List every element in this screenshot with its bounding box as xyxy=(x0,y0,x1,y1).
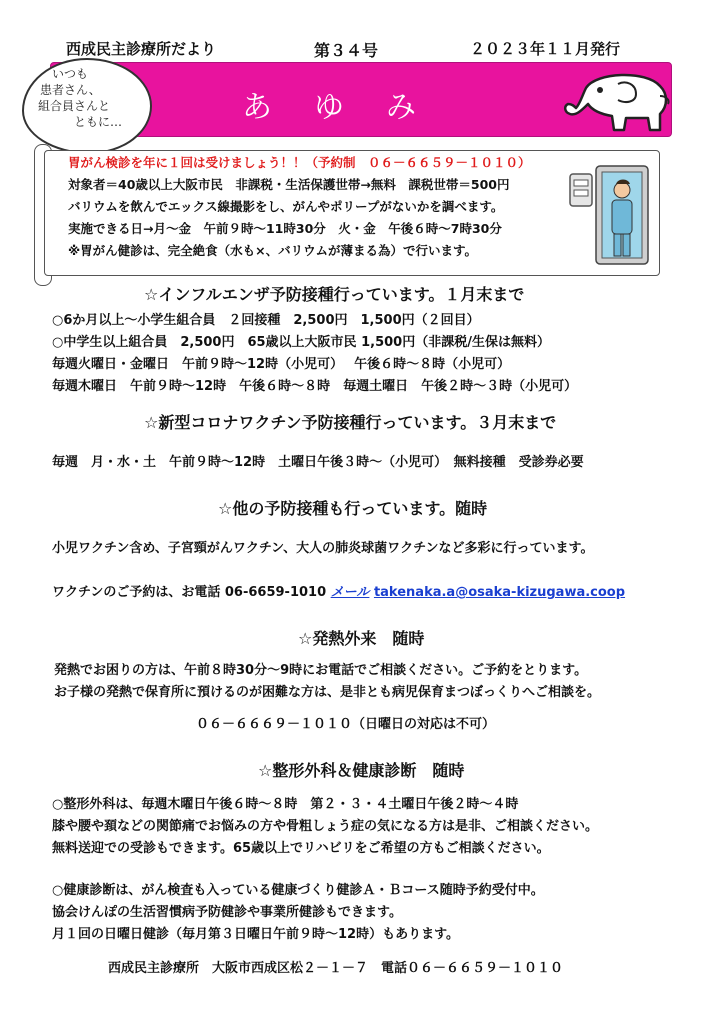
fever-clinic-title: ☆発熱外来 随時 xyxy=(298,629,425,648)
reservation-phone-text: ワクチンのご予約は、お電話 06-6659-1010 xyxy=(52,585,331,600)
xray-patient-illustration xyxy=(568,160,656,268)
publish-date: ２０２３年１１月発行 xyxy=(470,40,621,58)
other-vaccines-text: 小児ワクチン含め、子宮頸がんワクチン、大人の肺炎球菌ワクチンなど多彩に行っています。 xyxy=(52,541,594,556)
stomach-checkup-line: 対象者＝40歳以上大阪市民 非課税・生活保護世帯→無料 課税世帯＝500円 xyxy=(68,177,510,192)
fever-line: 発熱でお困りの方は、午前８時30分～9時にお電話でご相談ください。ご予約をとります。 xyxy=(54,663,588,678)
ortho-text xyxy=(52,794,598,860)
covid-section-title: ☆新型コロナワクチン予防接種行っています。３月末まで xyxy=(144,413,557,432)
ortho-line: ○整形外科は、毎週木曜日午後６時～８時 第２・３・４土曜日午後２時～４時 xyxy=(52,797,519,812)
stomach-checkup-headline: 胃がん検診を年に１回は受けましょう！！（予約制 ０６－６６５９－１０１０） xyxy=(68,155,531,170)
mail-label-link[interactable]: メール xyxy=(330,585,370,600)
banner-title xyxy=(242,82,416,126)
ortho-section-title: ☆整形外科＆健康診断 随時 xyxy=(258,761,465,780)
ortho-line: 無料送迎での受診もできます。65歳以上でリハビリをご希望の方もご相談ください。 xyxy=(52,841,550,856)
checkup-line: 月１回の日曜日健診（毎月第３日曜日午前９時～12時）もあります。 xyxy=(52,927,460,942)
vaccine-reservation xyxy=(52,582,625,604)
ortho-line: 膝や腰や頚などの関節痛でお悩みの方や骨粗しょう症の気になる方は是非、ご相談ください。 xyxy=(52,819,599,834)
stomach-checkup-line: ※胃がん健診は、完全絶食（水も×、バリウムが薄まる為）で行います。 xyxy=(68,243,478,258)
clinic-address-footer: 西成民主診療所 大阪市西成区松２－１－７ 電話０６－６６５９－１０１０ xyxy=(108,961,564,976)
issue-number: 第３４号 xyxy=(314,41,379,60)
stomach-checkup-line: 実施できる日→月～金 午前９時～11時30分 火・金 午後６時～7時30分 xyxy=(68,221,502,236)
other-vaccines-title: ☆他の予防接種も行っています。随時 xyxy=(218,499,488,518)
flu-line: ○6か月以上～小学生組合員 ２回接種 2,500円 1,500円（２回目） xyxy=(52,313,480,328)
fever-phone: ０６－６６６９－１０１０（日曜日の対応は不可） xyxy=(196,717,496,732)
stomach-checkup-text xyxy=(68,152,531,262)
fever-clinic-text xyxy=(54,660,600,704)
checkup-line: ○健康診断は、がん検査も入っている健康づくり健診Ａ・Ｂコース随時予約受付中。 xyxy=(52,883,544,898)
flu-line: ○中学生以上組合員 2,500円 65歳以上大阪市民 1,500円（非課税/生保は無料） xyxy=(52,335,550,350)
checkup-line: 協会けんぽの生活習慣病予防健診や事業所健診もできます。 xyxy=(52,905,402,920)
flu-line: 毎週火曜日・金曜日 午前９時～12時（小児可） 午後６時～８時（小児可） xyxy=(52,357,511,372)
covid-schedule: 毎週 月・水・土 午前９時～12時 土曜日午後３時～（小児可） 無料接種 受診券必要 xyxy=(52,455,584,470)
checkup-text xyxy=(52,880,544,946)
banner-title-char: あ xyxy=(242,90,272,125)
elephant-icon xyxy=(556,66,686,138)
banner-title-char: ゆ xyxy=(314,90,344,125)
flu-section-title: ☆インフルエンザ予防接種行っています。１月末まで xyxy=(144,285,525,304)
speech-bubble-text: いつも 患者さん、 組合員さんと ともに… xyxy=(38,67,123,129)
fever-line: お子様の発熱で保育所に預けるのが困難な方は、是非とも病児保育まつぼっくりへご相談を。 xyxy=(54,685,601,700)
stomach-checkup-line: バリウムを飲んでエックス線撮影をし、がんやポリープがないかを調べます。 xyxy=(68,199,504,214)
banner-title-char: み xyxy=(386,90,416,125)
flu-details xyxy=(52,310,577,398)
newsletter-name: 西成民主診療所だより xyxy=(66,40,217,58)
flu-line: 毎週木曜日 午前９時～12時 午後６時～８時 毎週土曜日 午後２時～３時（小児可） xyxy=(52,379,578,394)
email-link[interactable]: takenaka.a@osaka-kizugawa.coop xyxy=(373,585,626,600)
